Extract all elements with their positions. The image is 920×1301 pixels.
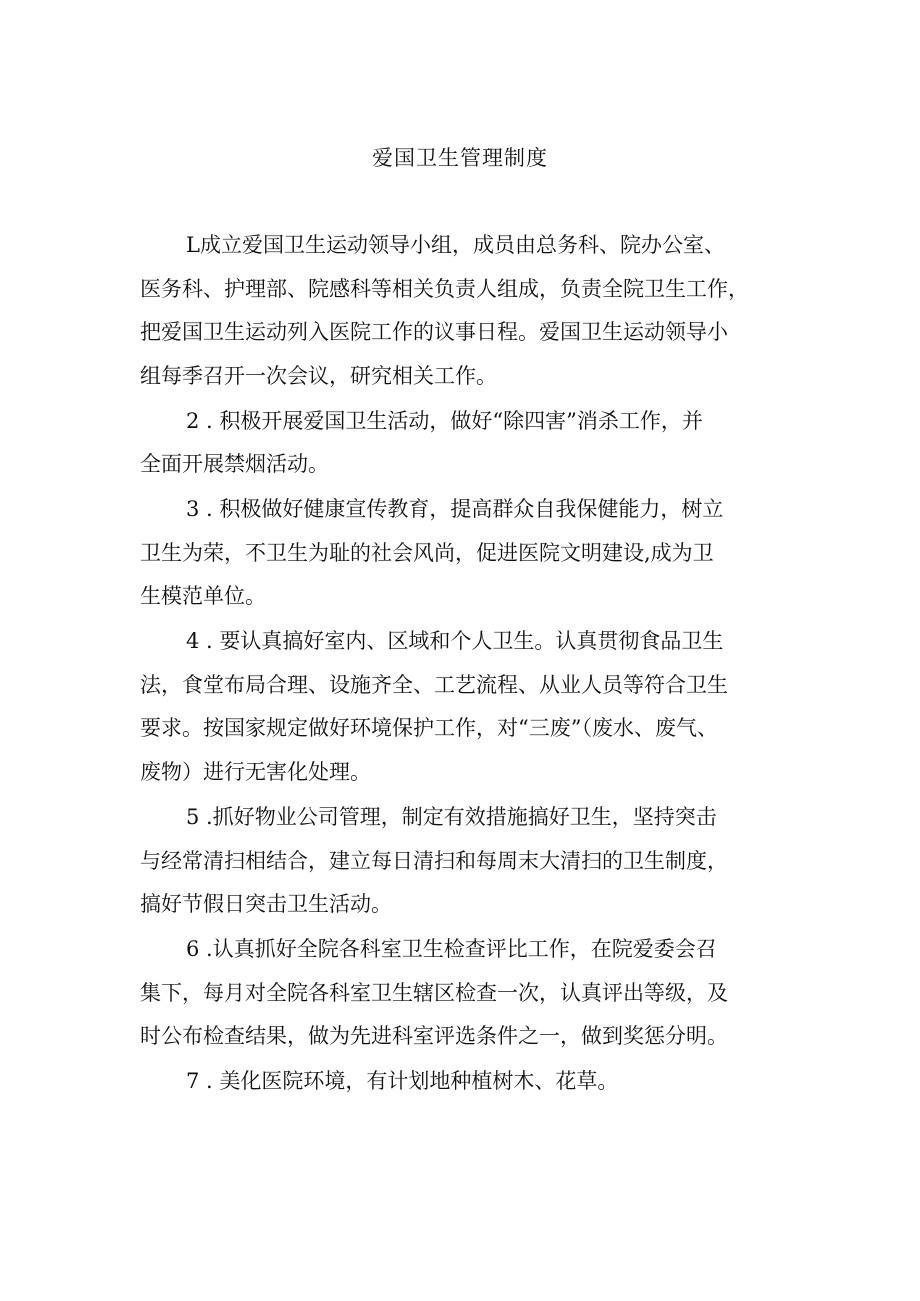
paragraph-1-line-3: 把爱国卫生运动列入医院工作的议事日程。爱国卫生运动领导小 (140, 320, 728, 344)
paragraph-2-line-2: 全面开展禁烟活动。 (140, 452, 329, 476)
paragraph-6-line-3: 时公布检查结果，做为先进科室评选条件之一，做到奖惩分明。 (140, 1024, 728, 1048)
paragraph-2-line-1: 2 . 积极开展爱国卫生活动，做好“除四害”消杀工作，并 (186, 409, 703, 433)
paragraph-4-line-1: 4 . 要认真搞好室内、区域和个人卫生。认真贯彻食品卫生 (186, 629, 724, 653)
paragraph-5-line-1: 5 .抓好物业公司管理，制定有效措施搞好卫生，坚持突击 (186, 805, 717, 829)
paragraph-4-line-4: 废物）进行无害化处理。 (140, 760, 371, 784)
document-title: 爱国卫生管理制度 (372, 146, 548, 170)
paragraph-3-line-3: 生模范单位。 (140, 584, 266, 608)
paragraph-3-line-2: 卫生为荣，不卫生为耻的社会风尚，促进医院文明建设,成为卫 (140, 541, 714, 565)
paragraph-4-line-3: 要求。按国家规定做好环境保护工作，对“三废”（废水、废气、 (140, 716, 718, 740)
paragraph-5-line-2: 与经常清扫相结合，建立每日清扫和每周末大清扫的卫生制度， (140, 849, 728, 873)
paragraph-1-line-4: 组每季召开一次会议，研究相关工作。 (140, 364, 497, 388)
paragraph-3-line-1: 3 . 积极做好健康宣传教育，提高群众自我保健能力，树立 (186, 497, 724, 521)
paragraph-4-line-2: 法，食堂布局合理、设施齐全、工艺流程、从业人员等符合卫生 (140, 673, 728, 697)
paragraph-1-line-1: L成立爱国卫生运动领导小组，成员由总务科、院办公室、 (186, 233, 725, 257)
paragraph-6-line-1: 6 .认真抓好全院各科室卫生检查评比工作，在院爱委会召 (186, 937, 717, 961)
paragraph-7-line-1: 7 . 美化医院环境，有计划地种植树木、花草。 (186, 1069, 619, 1093)
paragraph-1-line-2: 医务科、护理部、院感科等相关负责人组成，负责全院卫生工作， (140, 277, 749, 301)
paragraph-5-line-3: 搞好节假日突击卫生活动。 (140, 892, 392, 916)
paragraph-6-line-2: 集下，每月对全院各科室卫生辖区检查一次，认真评出等级，及 (140, 981, 728, 1005)
